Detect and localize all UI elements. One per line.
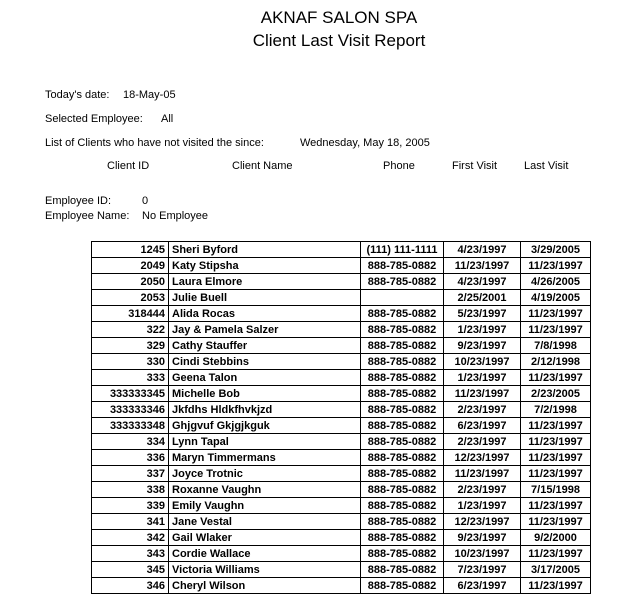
client-id-cell: 336 [92, 450, 169, 466]
first-visit-cell: 2/25/2001 [444, 290, 521, 306]
last-visit-cell: 11/23/1997 [521, 466, 591, 482]
column-header-phone: Phone [383, 160, 415, 172]
client-id-cell: 333333345 [92, 386, 169, 402]
phone-cell: 888-785-0882 [361, 498, 444, 514]
last-visit-cell: 7/15/1998 [521, 482, 591, 498]
client-id-cell: 334 [92, 434, 169, 450]
column-header-client-name: Client Name [232, 160, 293, 172]
phone-cell: 888-785-0882 [361, 514, 444, 530]
first-visit-cell: 11/23/1997 [444, 258, 521, 274]
last-visit-cell: 11/23/1997 [521, 434, 591, 450]
first-visit-cell: 2/23/1997 [444, 482, 521, 498]
last-visit-cell: 11/23/1997 [521, 498, 591, 514]
phone-cell: 888-785-0882 [361, 354, 444, 370]
client-name-cell: Victoria Williams [169, 562, 361, 578]
phone-cell: 888-785-0882 [361, 450, 444, 466]
client-name-cell: Cheryl Wilson [169, 578, 361, 594]
client-name-cell: Jay & Pamela Salzer [169, 322, 361, 338]
phone-cell: 888-785-0882 [361, 434, 444, 450]
client-id-cell: 339 [92, 498, 169, 514]
client-name-cell: Cathy Stauffer [169, 338, 361, 354]
client-name-cell: Lynn Tapal [169, 434, 361, 450]
selected-employee-value: All [161, 113, 174, 125]
first-visit-cell: 2/23/1997 [444, 434, 521, 450]
table-row [92, 418, 591, 434]
first-visit-cell: 4/23/1997 [444, 242, 521, 258]
last-visit-cell: 11/23/1997 [521, 578, 591, 594]
table-row [92, 258, 591, 274]
last-visit-cell: 4/19/2005 [521, 290, 591, 306]
list-since-label: List of Clients who have not visited the since: [45, 137, 264, 149]
last-visit-cell: 11/23/1997 [521, 514, 591, 530]
phone-cell: 888-785-0882 [361, 562, 444, 578]
phone-cell: 888-785-0882 [361, 386, 444, 402]
table-row [92, 274, 591, 290]
phone-cell: (111) 111-1111 [361, 242, 444, 258]
last-visit-cell: 7/2/1998 [521, 402, 591, 418]
table-row [92, 290, 591, 306]
client-name-cell: Cindi Stebbins [169, 354, 361, 370]
table-row [92, 498, 591, 514]
first-visit-cell: 9/23/1997 [444, 338, 521, 354]
client-id-cell: 329 [92, 338, 169, 354]
phone-cell: 888-785-0882 [361, 530, 444, 546]
client-name-cell: Jane Vestal [169, 514, 361, 530]
client-name-cell: Maryn Timmermans [169, 450, 361, 466]
phone-cell: 888-785-0882 [361, 482, 444, 498]
first-visit-cell: 6/23/1997 [444, 578, 521, 594]
todays-date-value: 18-May-05 [123, 89, 176, 101]
report-company-title: AKNAF SALON SPA [260, 8, 418, 27]
last-visit-cell: 2/23/2005 [521, 386, 591, 402]
phone-cell: 888-785-0882 [361, 402, 444, 418]
client-name-cell: Roxanne Vaughn [169, 482, 361, 498]
last-visit-cell: 9/2/2000 [521, 530, 591, 546]
table-row [92, 338, 591, 354]
last-visit-cell: 11/23/1997 [521, 306, 591, 322]
client-name-cell: Jkfdhs Hldkfhvkjzd [169, 402, 361, 418]
first-visit-cell: 11/23/1997 [444, 386, 521, 402]
last-visit-cell: 3/29/2005 [521, 242, 591, 258]
client-id-cell: 338 [92, 482, 169, 498]
last-visit-cell: 2/12/1998 [521, 354, 591, 370]
client-name-cell: Laura Elmore [169, 274, 361, 290]
list-since-value: Wednesday, May 18, 2005 [300, 137, 430, 149]
client-table [91, 241, 591, 594]
first-visit-cell: 10/23/1997 [444, 546, 521, 562]
first-visit-cell: 6/23/1997 [444, 418, 521, 434]
table-row [92, 434, 591, 450]
first-visit-cell: 10/23/1997 [444, 354, 521, 370]
client-id-cell: 2050 [92, 274, 169, 290]
table-row [92, 578, 591, 594]
client-name-cell: Gail Wlaker [169, 530, 361, 546]
table-row [92, 370, 591, 386]
phone-cell: 888-785-0882 [361, 274, 444, 290]
first-visit-cell: 4/23/1997 [444, 274, 521, 290]
employee-name-value: No Employee [142, 210, 209, 222]
table-row [92, 546, 591, 562]
last-visit-cell: 3/17/2005 [521, 562, 591, 578]
phone-cell: 888-785-0882 [361, 306, 444, 322]
table-row [92, 562, 591, 578]
client-id-cell: 337 [92, 466, 169, 482]
client-id-cell: 343 [92, 546, 169, 562]
first-visit-cell: 1/23/1997 [444, 322, 521, 338]
phone-cell: 888-785-0882 [361, 322, 444, 338]
phone-cell: 888-785-0882 [361, 258, 444, 274]
client-table-body [92, 242, 591, 594]
report-title: Client Last Visit Report [252, 31, 426, 50]
table-row [92, 450, 591, 466]
phone-cell: 888-785-0882 [361, 338, 444, 354]
column-header-first-visit: First Visit [452, 160, 498, 172]
table-row [92, 402, 591, 418]
last-visit-cell: 4/26/2005 [521, 274, 591, 290]
first-visit-cell: 5/23/1997 [444, 306, 521, 322]
client-id-cell: 322 [92, 322, 169, 338]
client-name-cell: Joyce Trotnic [169, 466, 361, 482]
first-visit-cell: 12/23/1997 [444, 514, 521, 530]
client-name-cell: Alida Rocas [169, 306, 361, 322]
phone-cell: 888-785-0882 [361, 370, 444, 386]
client-id-cell: 333333348 [92, 418, 169, 434]
last-visit-cell: 11/23/1997 [521, 450, 591, 466]
client-id-cell: 333 [92, 370, 169, 386]
client-name-cell: Geena Talon [169, 370, 361, 386]
first-visit-cell: 9/23/1997 [444, 530, 521, 546]
client-id-cell: 341 [92, 514, 169, 530]
table-row [92, 322, 591, 338]
table-row [92, 386, 591, 402]
selected-employee-label: Selected Employee: [45, 113, 143, 125]
client-id-cell: 1245 [92, 242, 169, 258]
client-id-cell: 2049 [92, 258, 169, 274]
table-row [92, 530, 591, 546]
client-name-cell: Michelle Bob [169, 386, 361, 402]
todays-date-label: Today's date: [45, 89, 110, 101]
client-name-cell: Cordie Wallace [169, 546, 361, 562]
table-row [92, 482, 591, 498]
last-visit-cell: 11/23/1997 [521, 370, 591, 386]
employee-name-label: Employee Name: [45, 210, 130, 222]
first-visit-cell: 7/23/1997 [444, 562, 521, 578]
last-visit-cell: 7/8/1998 [521, 338, 591, 354]
phone-cell: 888-785-0882 [361, 546, 444, 562]
column-header-client-id: Client ID [107, 160, 150, 172]
client-id-cell: 318444 [92, 306, 169, 322]
last-visit-cell: 11/23/1997 [521, 546, 591, 562]
phone-cell: 888-785-0882 [361, 418, 444, 434]
employee-id-label: Employee ID: [45, 195, 112, 207]
client-id-cell: 345 [92, 562, 169, 578]
first-visit-cell: 1/23/1997 [444, 370, 521, 386]
last-visit-cell: 11/23/1997 [521, 418, 591, 434]
client-name-cell: Ghjgvuf Gkjgjkguk [169, 418, 361, 434]
client-id-cell: 342 [92, 530, 169, 546]
first-visit-cell: 12/23/1997 [444, 450, 521, 466]
first-visit-cell: 2/23/1997 [444, 402, 521, 418]
column-header-last-visit: Last Visit [524, 160, 569, 172]
client-id-cell: 2053 [92, 290, 169, 306]
table-row [92, 466, 591, 482]
client-name-cell: Sheri Byford [169, 242, 361, 258]
table-row [92, 514, 591, 530]
phone-cell: 888-785-0882 [361, 578, 444, 594]
client-id-cell: 333333346 [92, 402, 169, 418]
client-name-cell: Emily Vaughn [169, 498, 361, 514]
table-row [92, 354, 591, 370]
first-visit-cell: 11/23/1997 [444, 466, 521, 482]
phone-cell [361, 290, 444, 306]
phone-cell: 888-785-0882 [361, 466, 444, 482]
employee-id-value: 0 [142, 195, 149, 207]
last-visit-cell: 11/23/1997 [521, 322, 591, 338]
client-name-cell: Katy Stipsha [169, 258, 361, 274]
client-name-cell: Julie Buell [169, 290, 361, 306]
client-id-cell: 346 [92, 578, 169, 594]
table-row [92, 242, 591, 258]
last-visit-cell: 11/23/1997 [521, 258, 591, 274]
table-row [92, 306, 591, 322]
client-id-cell: 330 [92, 354, 169, 370]
first-visit-cell: 1/23/1997 [444, 498, 521, 514]
